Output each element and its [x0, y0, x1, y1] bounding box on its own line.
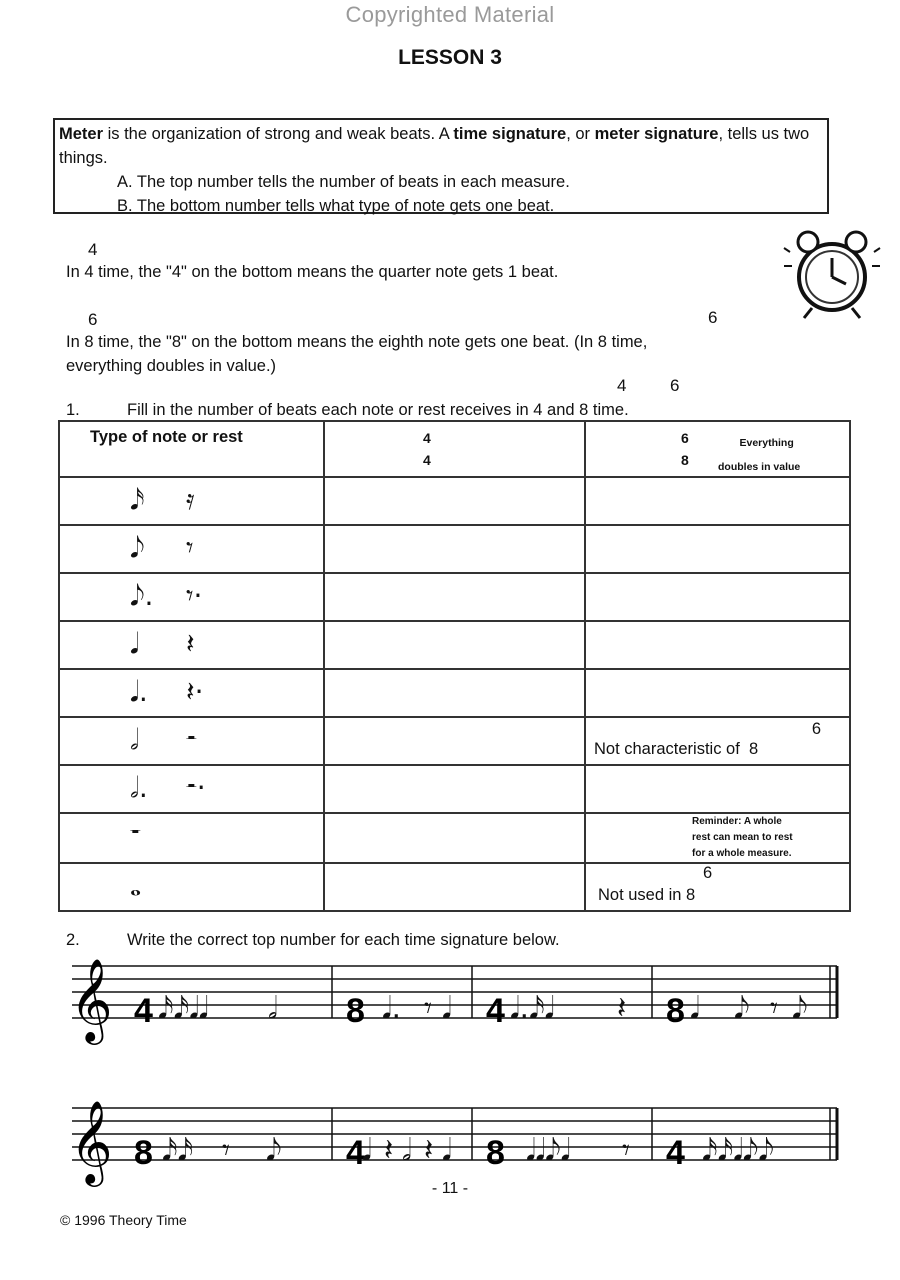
- note-symbol: 𝅗𝅥.: [130, 771, 148, 804]
- svg-text:𝅗𝅥: 𝅗𝅥: [402, 1133, 412, 1168]
- header-6-top: 6: [681, 430, 689, 446]
- term-meter-signature: meter signature: [594, 125, 719, 143]
- rest-symbol: 𝄽·: [186, 675, 204, 708]
- answer-cell-four-four[interactable]: [324, 863, 585, 911]
- staff2-sig-2: 4: [346, 1134, 365, 1172]
- q2-number: 2.: [66, 931, 80, 949]
- answer-cell-four-four[interactable]: [324, 621, 585, 669]
- answer-cell-six-eight[interactable]: [585, 621, 850, 669]
- header-six-eight: [585, 421, 850, 477]
- rest-symbol: 𝄿: [186, 483, 195, 516]
- table-row: [59, 573, 850, 621]
- answer-cell-four-four[interactable]: [324, 525, 585, 573]
- q1-number: 1.: [66, 401, 80, 419]
- note-rest-cell: [59, 813, 324, 863]
- answer-cell-six-eight[interactable]: [585, 717, 850, 765]
- note-symbol: 𝅘𝅥𝅯: [130, 483, 145, 516]
- note-symbol: 𝅝: [130, 869, 142, 902]
- svg-text:𝅘𝅥𝅯𝅘𝅥𝅯𝅘𝅥𝅘𝅥: 𝅘𝅥𝅯𝅘𝅥𝅯𝅘𝅥𝅘𝅥: [158, 991, 209, 1026]
- staff2-sig-1: 8: [134, 1134, 153, 1172]
- note-rest-cell: [59, 669, 324, 717]
- svg-text:𝅘𝅥𝅯𝅘𝅥𝅯𝅘𝅥𝅘𝅥𝅮𝅘𝅥𝅮: 𝅘𝅥𝅯𝅘𝅥𝅯𝅘𝅥𝅘𝅥𝅮𝅘𝅥𝅮: [702, 1133, 774, 1168]
- header-4-top: 4: [423, 430, 431, 446]
- answer-cell-six-eight[interactable]: [585, 525, 850, 573]
- reminder-line: Reminder: A whole: [692, 816, 782, 827]
- table-row: [59, 621, 850, 669]
- rest-symbol: 𝄼: [186, 723, 197, 756]
- staff1-sig-4: 8: [666, 992, 685, 1030]
- note-symbol: 𝅘𝅥.: [130, 675, 148, 708]
- treble-clef-icon: 𝄞: [70, 957, 113, 1041]
- para2-line-2: everything doubles in value.): [66, 357, 277, 375]
- header-4-bottom: 4: [423, 452, 431, 468]
- answer-cell-six-eight[interactable]: [585, 573, 850, 621]
- header-type-label: Type of note or rest: [90, 428, 243, 446]
- note-rest-cell: [59, 621, 324, 669]
- svg-text:𝅘𝅥𝅮: 𝅘𝅥𝅮: [266, 1133, 282, 1168]
- note-rest-cell: [59, 525, 324, 573]
- cell-note-text: Not used in 8: [598, 886, 696, 904]
- para2-time-top-right: 6: [708, 308, 718, 327]
- staff1-sig-1: 4: [134, 992, 153, 1030]
- svg-text:𝅘𝅥.: 𝅘𝅥.: [382, 991, 402, 1026]
- para2-time-top-left: 6: [88, 310, 98, 329]
- staff1-sig-2: 8: [346, 992, 365, 1030]
- answer-cell-six-eight[interactable]: [585, 765, 850, 813]
- answer-cell-six-eight[interactable]: [585, 863, 850, 911]
- table-row: [59, 863, 850, 911]
- q1-time-top-4: 4: [617, 376, 627, 395]
- table-header-row: [59, 421, 850, 477]
- svg-text:𝅗𝅥: 𝅗𝅥: [268, 991, 278, 1026]
- note-symbol: 𝅘𝅥: [130, 627, 139, 660]
- term-meter: Meter: [59, 125, 104, 143]
- svg-text:𝅘𝅥: 𝅘𝅥: [442, 1133, 452, 1168]
- watermark: Copyrighted Material: [345, 2, 555, 27]
- svg-text:𝄽: 𝄽: [384, 1133, 394, 1168]
- reminder-line: rest can mean to rest: [692, 832, 793, 843]
- beats-table: [58, 420, 851, 912]
- note-rest-cell: [59, 765, 324, 813]
- svg-text:𝄽: 𝄽: [617, 991, 627, 1026]
- para1-text: In 4 time, the "4" on the bottom means the quarter note gets 1 beat.: [66, 263, 559, 281]
- header-note-line-2: doubles in value: [718, 461, 801, 473]
- svg-text:𝅘𝅥: 𝅘𝅥: [690, 991, 700, 1026]
- rest-symbol: 𝄽: [186, 627, 195, 660]
- svg-text:𝄾: 𝄾: [424, 991, 432, 1026]
- svg-text:𝅘𝅥.𝅘𝅥𝅯𝅘𝅥: 𝅘𝅥.𝅘𝅥𝅯𝅘𝅥: [510, 991, 555, 1026]
- definition-box: [53, 118, 829, 214]
- cell-time-top: 6: [811, 720, 821, 738]
- para1-time-top: 4: [88, 240, 98, 259]
- table-row: [59, 669, 850, 717]
- note-rest-cell: [59, 863, 324, 911]
- svg-text:𝅘𝅥𝅮: 𝅘𝅥𝅮: [734, 991, 750, 1026]
- definition-text-2: , or: [566, 125, 595, 143]
- music-staff-2: [62, 1094, 842, 1194]
- staff2-sig-3: 8: [486, 1134, 505, 1172]
- answer-cell-four-four[interactable]: [324, 477, 585, 525]
- answer-cell-six-eight[interactable]: [585, 813, 850, 863]
- note-rest-cell: [59, 477, 324, 525]
- q2-text: Write the correct top number for each time signature below.: [127, 931, 560, 949]
- answer-cell-six-eight[interactable]: [585, 669, 850, 717]
- term-time-signature: time signature: [453, 125, 567, 143]
- note-symbol: 𝅘𝅥𝅮: [130, 531, 145, 564]
- answer-cell-four-four[interactable]: [324, 669, 585, 717]
- svg-text:𝄾: 𝄾: [622, 1133, 630, 1168]
- music-staff-1: [62, 952, 842, 1062]
- header-8-bottom: 8: [681, 452, 689, 468]
- answer-cell-four-four[interactable]: [324, 765, 585, 813]
- answer-cell-four-four[interactable]: [324, 573, 585, 621]
- svg-text:𝅘𝅥𝅘𝅥𝅘𝅥𝅮𝅘𝅥: 𝅘𝅥𝅘𝅥𝅘𝅥𝅮𝅘𝅥: [526, 1133, 571, 1168]
- table-row: [59, 765, 850, 813]
- staff2-sig-4: 4: [666, 1134, 685, 1172]
- header-note-line-1: Everything: [739, 437, 794, 449]
- svg-text:𝅘𝅥𝅮: 𝅘𝅥𝅮: [792, 991, 808, 1026]
- note-rest-cell: [59, 573, 324, 621]
- table-row: [59, 717, 850, 765]
- definition-item-b: B. The bottom number tells what type of note gets one beat.: [117, 197, 555, 215]
- definition-text-3: , tells us two things.: [59, 125, 810, 167]
- svg-text:𝄽: 𝄽: [424, 1133, 434, 1168]
- definition-text-1: is the organization of strong and weak beats. A: [103, 125, 454, 143]
- rest-symbol: 𝄾: [186, 531, 194, 564]
- note-symbol: 𝄻: [130, 820, 141, 853]
- answer-cell-six-eight[interactable]: [585, 477, 850, 525]
- table-row: [59, 477, 850, 525]
- header-four-four: [324, 421, 585, 477]
- treble-clef-icon: 𝄞: [70, 1099, 113, 1183]
- definition-item-a: A. The top number tells the number of beats in each measure.: [117, 173, 570, 191]
- page-title: LESSON 3: [398, 46, 502, 69]
- q1-time-top-6: 6: [670, 376, 680, 395]
- table-row: [59, 525, 850, 573]
- cell-time-top: 6: [703, 864, 713, 882]
- header-type: [59, 421, 324, 477]
- rest-symbol: 𝄼·: [186, 771, 206, 804]
- answer-cell-four-four[interactable]: [324, 813, 585, 863]
- staff1-sig-3: 4: [486, 992, 505, 1030]
- svg-text:𝄾: 𝄾: [770, 991, 778, 1026]
- q1-text: Fill in the number of beats each note or rest receives in 4 and 8 time.: [127, 401, 629, 419]
- svg-text:𝅘𝅥: 𝅘𝅥: [362, 1133, 372, 1168]
- cell-note-text: Not characteristic of 8: [594, 740, 759, 758]
- alarm-clock-icon: [782, 222, 882, 322]
- note-symbol: 𝅘𝅥𝅮.: [130, 579, 154, 612]
- reminder-line: for a whole measure.: [692, 848, 792, 859]
- svg-text:𝄾: 𝄾: [222, 1133, 230, 1168]
- definition-line-1: [59, 122, 823, 170]
- para2-line-1: In 8 time, the "8" on the bottom means the eighth note gets one beat. (In 8 time,: [66, 333, 648, 351]
- copyright: © 1996 Theory Time: [60, 1212, 187, 1228]
- table-row: [59, 813, 850, 863]
- rest-symbol: 𝄾·: [186, 579, 203, 612]
- note-rest-cell: [59, 717, 324, 765]
- answer-cell-four-four[interactable]: [324, 717, 585, 765]
- svg-text:𝅘𝅥: 𝅘𝅥: [442, 991, 452, 1026]
- page-number: - 11 -: [431, 1180, 469, 1197]
- svg-text:𝅘𝅥𝅯𝅘𝅥𝅯: 𝅘𝅥𝅯𝅘𝅥𝅯: [162, 1133, 194, 1168]
- note-symbol: 𝅗𝅥: [130, 723, 139, 756]
